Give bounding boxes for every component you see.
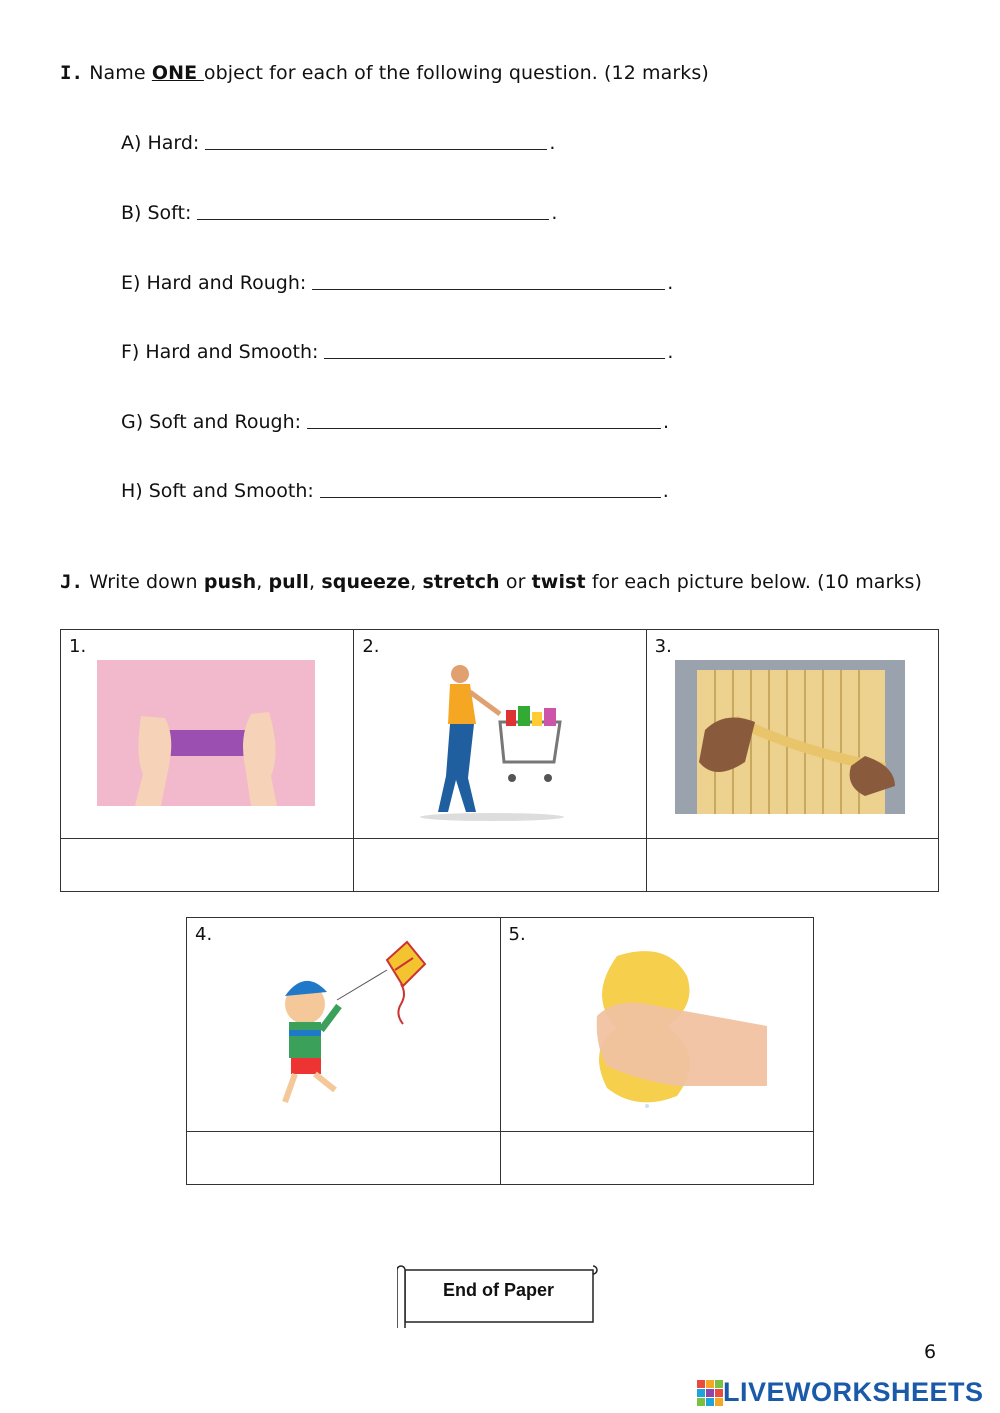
logo-grid-icon bbox=[697, 1380, 723, 1406]
question-item-e: E) Hard and Rough: . bbox=[121, 272, 674, 294]
picture-table-top bbox=[60, 629, 939, 892]
picture-cell-1: 1. bbox=[61, 630, 354, 839]
answer-cell-4[interactable] bbox=[187, 1132, 501, 1185]
answer-blank[interactable] bbox=[197, 218, 549, 220]
section-j-heading: J. Write down push, pull, squeeze, stretch or twist for each picture below. (10 marks) bbox=[60, 571, 923, 593]
page-number: 6 bbox=[924, 1341, 937, 1363]
picture-cell-2: 2. bbox=[354, 630, 646, 839]
section-i-heading: I. Name ONE object for each of the following question. (12 marks) bbox=[60, 62, 709, 84]
liveworksheets-logo[interactable]: LIVEWORKSHEETS bbox=[697, 1377, 984, 1408]
pull-kite-image bbox=[267, 940, 442, 1112]
question-item-a: A) Hard: . bbox=[121, 132, 556, 154]
question-item-b: B) Soft: . bbox=[121, 202, 558, 224]
answer-cell-1[interactable] bbox=[61, 839, 354, 892]
answer-blank[interactable] bbox=[320, 496, 661, 498]
answer-blank[interactable] bbox=[307, 427, 661, 429]
picture-cell-5: 5. bbox=[500, 918, 814, 1132]
push-trolley-image bbox=[420, 662, 570, 822]
answer-blank[interactable] bbox=[205, 148, 547, 150]
picture-cell-4: 4. bbox=[187, 918, 501, 1132]
answer-blank[interactable] bbox=[324, 357, 665, 359]
picture-table-bottom bbox=[186, 917, 814, 1185]
question-item-f: F) Hard and Smooth: . bbox=[121, 341, 674, 363]
answer-cell-5[interactable] bbox=[500, 1132, 814, 1185]
twist-dough-image bbox=[675, 660, 905, 814]
question-item-g: G) Soft and Rough: . bbox=[121, 411, 670, 433]
answer-blank[interactable] bbox=[312, 288, 665, 290]
end-of-paper-banner: End of Paper bbox=[397, 1262, 600, 1328]
question-item-h: H) Soft and Smooth: . bbox=[121, 480, 669, 502]
stretch-band-image bbox=[97, 660, 315, 806]
answer-cell-2[interactable] bbox=[354, 839, 646, 892]
answer-cell-3[interactable] bbox=[646, 839, 938, 892]
squeeze-sponge-image bbox=[587, 946, 767, 1114]
picture-cell-3: 3. bbox=[646, 630, 938, 839]
